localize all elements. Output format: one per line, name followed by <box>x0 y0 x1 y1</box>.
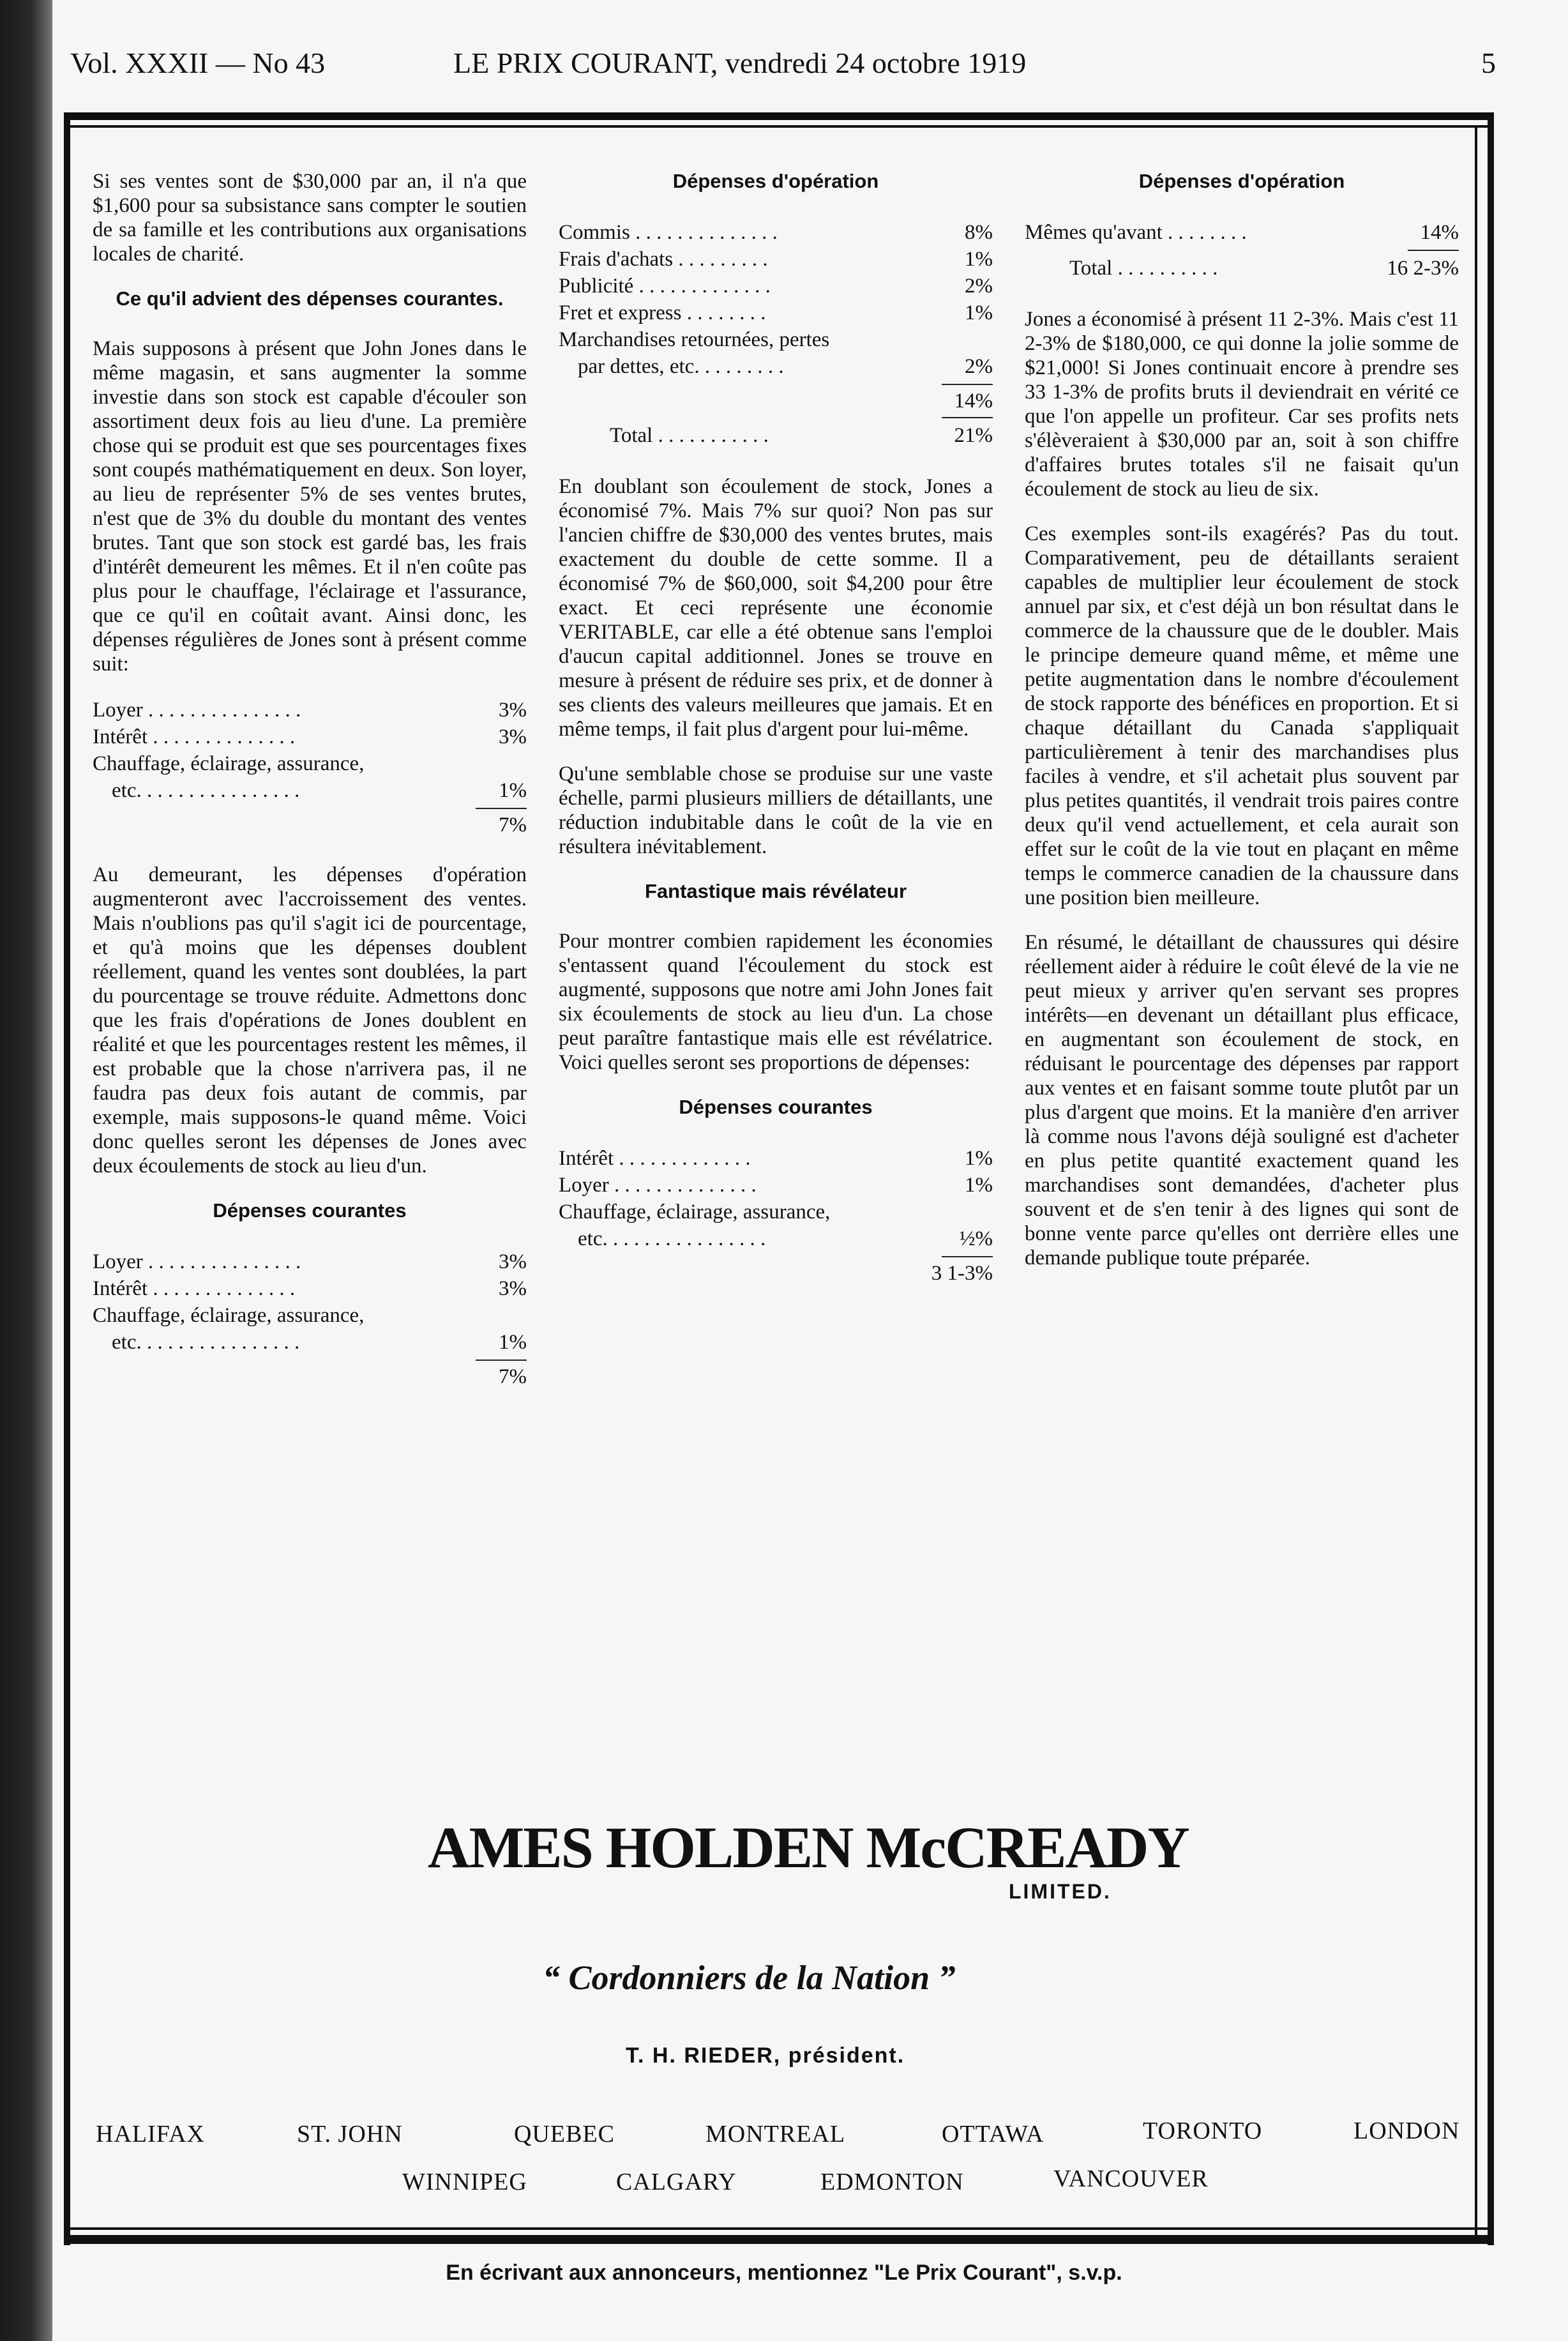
city-name: EDMONTON <box>820 2169 964 2195</box>
table-row: Loyer . . . . . . . . . . . . . . . 3% <box>93 1250 527 1273</box>
table-subtotal: 14% <box>954 390 993 413</box>
publication-title: LE PRIX COURANT, vendredi 24 octobre 1919 <box>453 47 1027 79</box>
section-heading: Dépenses d'opération <box>1138 170 1345 192</box>
table-row: Fret et express . . . . . . . . 1% <box>559 301 993 324</box>
expense-table <box>93 697 527 804</box>
article-column-3 <box>1025 169 1459 1291</box>
section-heading: Ce qu'il advient des dépenses courantes. <box>116 287 504 310</box>
company-president: T. H. RIEDER, président. <box>626 2043 905 2068</box>
paragraph: Au demeurant, les dépenses d'opération augmenteront avec l'accroissement des ventes. Mais n'oublions pas qu'il s'agit ici de pourcentage, et qu'à moins que les dépenses doublent réellement, quand les ventes sont doublées, la part du pourcentage se trouve réduite. Admettons donc que les frais d'opérations de Jones doublent en réalité et que les pourcentages restent les mêmes, il est probable que la chose n'arrivera pas, il ne faudra pas deux fois autant de commis, par exemple, mais supposons-le quand même. Voici donc quelles seront les dépenses de Jones avec deux écoulements de stock au lieu d'un. <box>93 863 527 1178</box>
table-row: Intérêt . . . . . . . . . . . . . 1% <box>559 1147 993 1170</box>
page-footer: En écrivant aux annonceurs, mentionnez "Le Prix Courant", s.v.p. <box>446 2261 1122 2285</box>
table-row: Loyer . . . . . . . . . . . . . . 1% <box>559 1174 993 1197</box>
section-heading: Fantastique mais révélateur <box>644 880 907 902</box>
table-row: Loyer . . . . . . . . . . . . . . . 3% <box>93 699 527 722</box>
section-heading: Dépenses courantes <box>679 1096 873 1118</box>
city-name: MONTREAL <box>705 2121 846 2148</box>
city-name: QUEBEC <box>514 2121 615 2148</box>
paragraph: Jones a économisé à présent 11 2-3%. Mais c'est 11 2-3% de $180,000, ce qui donne la jolie somme de $21,000! Si Jones continuait encore à prendre ses 33 1-3% de profits bruts il deviendrait en vérité ce que l'on appelle un profiteur. Car ses profits nets s'élèveraient à $30,000 par an, soit à son chiffre d'affaires brutes totales s'il ne faisait qu'un écoulement de stock au lieu de six. <box>1025 308 1459 501</box>
company-limited: LIMITED. <box>1009 1880 1112 1903</box>
table-total: 7% <box>499 814 527 837</box>
city-name: LONDON <box>1353 2118 1460 2144</box>
city-name: WINNIPEG <box>402 2169 527 2195</box>
volume-number: Vol. XXXII — No 43 <box>70 47 326 79</box>
frame-top-rule <box>64 112 1494 120</box>
article-column-1 <box>93 169 527 1389</box>
sum-rule <box>476 1360 527 1361</box>
expense-table <box>559 1145 993 1252</box>
table-row: par dettes, etc. . . . . . . . . 2% <box>578 355 993 378</box>
sum-rule <box>942 417 993 418</box>
table-row: Intérêt . . . . . . . . . . . . . . 3% <box>93 1277 527 1300</box>
sum-rule <box>942 1256 993 1257</box>
expense-table <box>559 219 993 380</box>
expense-table <box>93 1248 527 1356</box>
advertisement <box>70 1794 1481 2229</box>
table-row: etc. . . . . . . . . . . . . . . . 1% <box>112 779 527 802</box>
table-row: Chauffage, éclairage, assurance, <box>93 1304 365 1327</box>
city-name: TORONTO <box>1143 2118 1263 2144</box>
table-row: Commis . . . . . . . . . . . . . . 8% <box>559 221 993 244</box>
paragraph: Qu'une semblable chose se produise sur une vaste échelle, parmi plusieurs milliers de détaillants, une réduction indubitable dans le coût de la vie en résultera inévitablement. <box>559 762 993 858</box>
table-row: Frais d'achats . . . . . . . . . 1% <box>559 248 993 271</box>
sum-rule <box>1408 250 1459 251</box>
frame-right-rule <box>1488 112 1494 2245</box>
paragraph: Pour montrer combien rapidement les économies s'entassent quand l'écoulement du stock est augmenté, supposons que notre ami John Jones fait six écoulements de stock au lieu d'un. La chose peut paraître fantastique mais elle est révélatrice. Voici quelles seront ses proportions de dépenses: <box>559 930 993 1074</box>
company-name: AMES HOLDEN McCREADY <box>428 1815 1189 1880</box>
total-row: Total . . . . . . . . . . . 21% <box>610 424 993 447</box>
frame-bottom-rule <box>64 2235 1494 2244</box>
sum-rule <box>942 384 993 385</box>
sum-rule <box>476 808 527 809</box>
section-heading: Dépenses d'opération <box>672 170 879 192</box>
city-name: VANCOUVER <box>1053 2165 1209 2192</box>
company-slogan: “ Cordonniers de la Nation ” <box>543 1958 956 1997</box>
page-number: 5 <box>1481 47 1496 79</box>
table-row: etc. . . . . . . . . . . . . . . . 1% <box>112 1331 527 1354</box>
city-name: ST. JOHN <box>297 2121 403 2148</box>
table-row: Marchandises retournées, pertes <box>559 328 830 351</box>
table-row: Intérêt . . . . . . . . . . . . . . 3% <box>93 725 527 748</box>
paragraph: Si ses ventes sont de $30,000 par an, il n'a que $1,600 pour sa subsistance sans compter le soutien de sa famille et les contributions aux organisations locales de charité. <box>93 170 527 266</box>
paragraph: En résumé, le détaillant de chaussures qui désire réellement aider à réduire le coût élevé de la vie ne peut mieux y arriver qu'en servant ses propres intérêts—en devenant un détaillant plus efficace, en augmentant son écoulement de stock, en réduisant le pourcentage des dépenses par rapport aux ventes et en faisant somme toute plutôt par un plus d'argent que moins. Et la manière d'en arriver là comme nous l'avons déjà souligné est d'acheter en plus petite quantité exactement quand les marchandises sont demandées, d'acheter plus souvent et de s'en tenir à des lignes qui sont de bonne vente parce qu'elles ont derrière elles une demande publique toute préparée. <box>1025 931 1459 1269</box>
table-total: 7% <box>499 1365 527 1388</box>
table-row: Mêmes qu'avant . . . . . . . . 14% <box>1025 221 1459 244</box>
frame-top-rule-inner <box>64 125 1494 128</box>
table-row: Chauffage, éclairage, assurance, <box>93 752 365 775</box>
paragraph: Mais supposons à présent que John Jones dans le même magasin, et sans augmenter la somme investie dans son stock est capable d'écouler son assortiment deux fois au lieu d'une. La première chose qui se produit est que ses pourcentages fixes sont coupés mathématiquement en deux. Son loyer, au lieu de représenter 5% de ses ventes brutes, n'est que de 3% du double du montant des ventes brutes. Tant que son stock est gardé bas, les frais d'intérêt demeurent les mêmes. Et il n'en coûte pas plus pour le chauffage, l'éclairage et l'assurance, que ce qu'il en coûtait avant. Ainsi donc, les dépenses régulières de Jones sont à présent comme suit: <box>93 337 527 676</box>
book-spine <box>0 0 52 2341</box>
city-name: CALGARY <box>616 2169 737 2195</box>
frame-left-rule <box>64 112 70 2245</box>
table-total: 3 1-3% <box>931 1262 993 1285</box>
paragraph: En doublant son écoulement de stock, Jones a économisé 7%. Mais 7% sur quoi? Non pas sur l'ancien chiffre de $30,000 des ventes brutes, mais exactement du double de cette somme. Il a économisé 7% de $60,000, soit $4,200 pour être exact. Et ceci représente une économie VERITABLE, car elle a été obtenue sans l'emploi d'aucun capital additionnel. Jones se trouve en mesure à présent de réduire ses prix, et de donner à ses clients des valeurs meilleures que jamais. Et en même temps, il fait plus d'argent pour lui-même. <box>559 475 993 741</box>
table-row: Chauffage, éclairage, assurance, <box>559 1201 831 1224</box>
city-name: HALIFAX <box>96 2121 205 2148</box>
expense-table <box>1025 219 1459 246</box>
table-row: etc. . . . . . . . . . . . . . . . ½% <box>578 1227 993 1250</box>
city-name: OTTAWA <box>942 2121 1044 2148</box>
total-row: Total . . . . . . . . . . 16 2-3% <box>1069 257 1459 280</box>
article-column-2 <box>559 169 993 1285</box>
paragraph: Ces exemples sont-ils exagérés? Pas du tout. Comparativement, peu de détaillants seraient capables de multiplier leur écoulement de stock annuel par six, et c'est déjà un bon résultat dans le commerce de la chaussure que de le doubler. Mais le principe demeure quand même, et même une petite augmentation dans le nombre d'écoulement de stock rapporte des bénéfices en proportion. Et si chaque détaillant du Canada s'appliquait particulièrement à tenir des marchandises plus faciles à vendre, et s'il achetait plus souvent par plus petites quantités, il vendrait trois paires contre deux qu'il vend actuellement, et cela aurait son effet sur le coût de la vie tout en plaçant en même temps le commerce canadien de la chaussure dans une position bien meilleure. <box>1025 522 1459 909</box>
table-row: Publicité . . . . . . . . . . . . . 2% <box>559 275 993 298</box>
section-heading: Dépenses courantes <box>213 1199 407 1222</box>
